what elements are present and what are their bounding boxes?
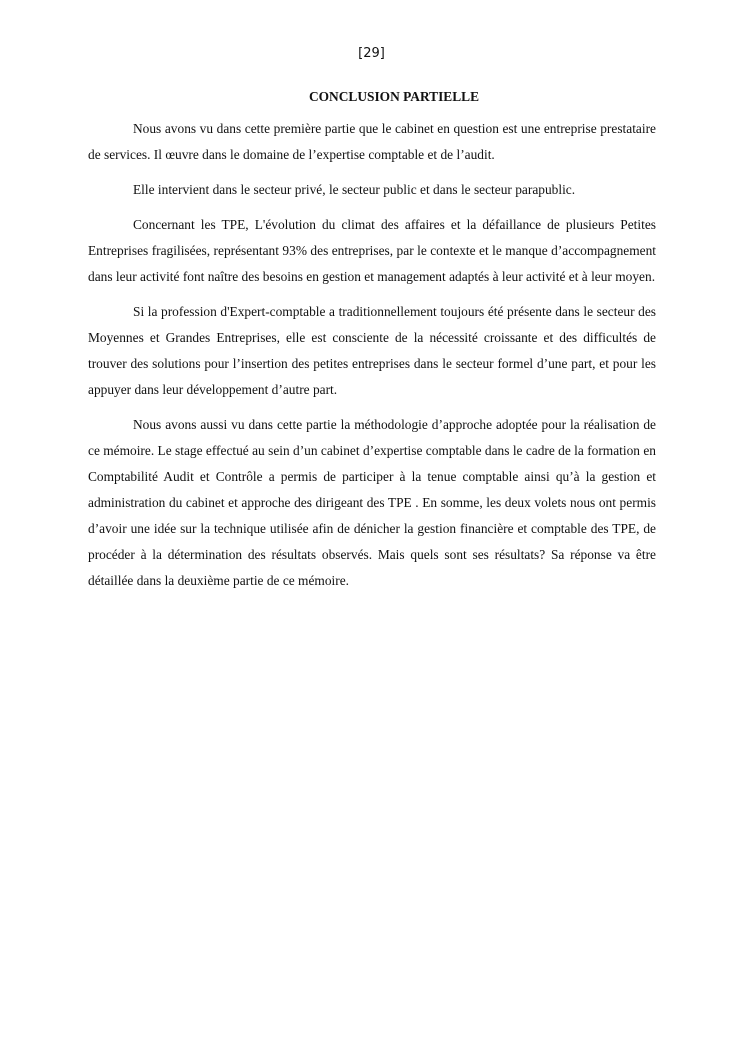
page-number <box>0 46 745 62</box>
paragraph: Si la profession d'Expert-comptable a traditionnellement toujours été présente dans le secteur des Moyennes et Grandes Entreprises, elle est consciente de la nécessité croissante et des difficultés de trouver des solutions pour l’insertion des petites entreprises dans le secteur formel d’une part, et pour les appuyer dans leur développement d’autre part. <box>88 304 656 397</box>
paragraph: Concernant les TPE, L'évolution du climat des affaires et la défaillance de plusieurs Petites Entreprises fragilisées, représentant 93% des entreprises, par le contexte et le manque d’accompagnement dans leur activité font naître des besoins en gestion et management adaptés à leur activité et à leur moyen. <box>88 217 656 284</box>
paragraph: Elle intervient dans le secteur privé, le secteur public et dans le secteur parapublic. <box>133 182 576 197</box>
paragraph: Nous avons aussi vu dans cette partie la méthodologie d’approche adoptée pour la réalisation de ce mémoire. Le stage effectué au sein d’un cabinet d’expertise comptable dans le cadre de la formation en Comptabilité Audit et Contrôle a permis de participer à la tenue comptable ainsi qu’à la gestion et administration du cabinet et approche des dirigeant des TPE . En somme, les deux volets nous ont permis d’avoir une idée sur la technique utilisée afin de dénicher la gestion financière et comptable des TPE, de procéder à la détermination des résultats observés. Mais quels sont ses résultats? Sa réponse va être détaillée dans la deuxième partie de ce mémoire. <box>88 417 656 588</box>
section-title: CONCLUSION PARTIELLE <box>308 89 480 104</box>
body-text <box>88 116 656 603</box>
page-number-text: [29] <box>358 46 385 61</box>
paragraph: Nous avons vu dans cette première partie que le cabinet en question est une entreprise prestataire de services. Il œuvre dans le domaine de l’expertise comptable et de l’audit. <box>88 121 656 162</box>
